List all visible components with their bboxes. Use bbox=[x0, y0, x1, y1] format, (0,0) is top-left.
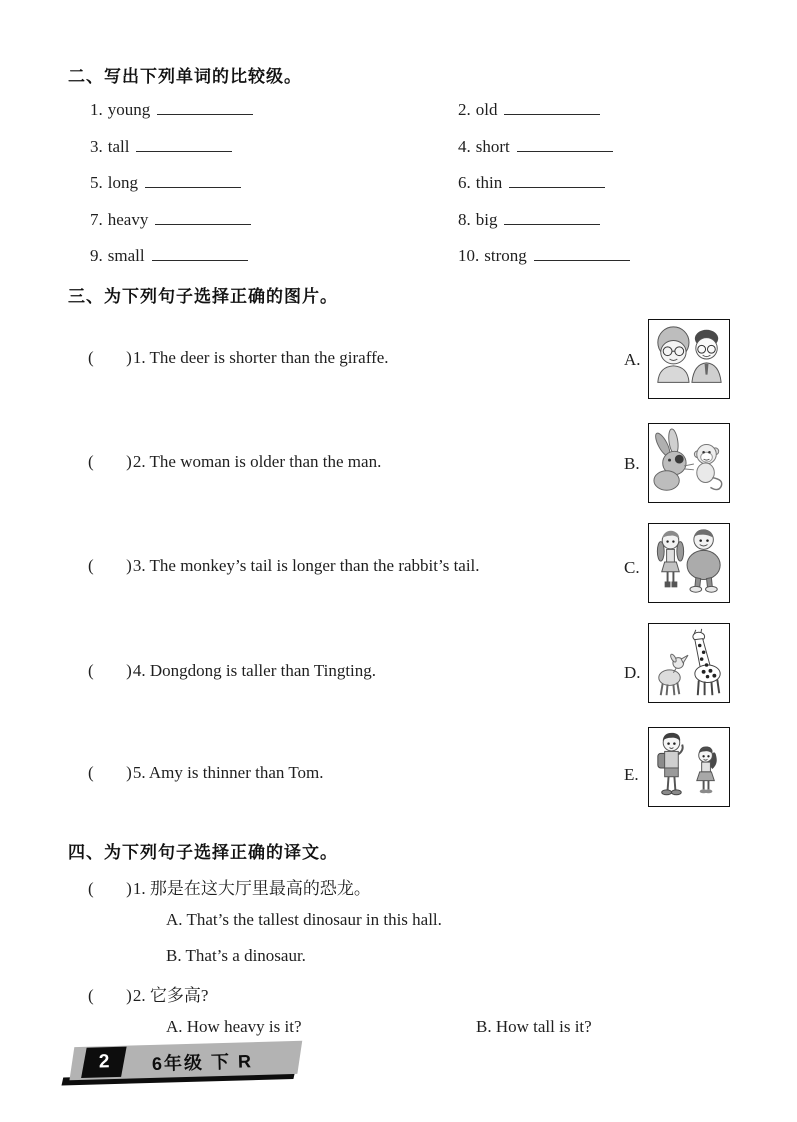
translate-q2-option-b: B. How tall is it? bbox=[476, 1017, 592, 1036]
tall-boy-and-short-girl-icon bbox=[650, 730, 728, 804]
word-label: small bbox=[107, 246, 145, 265]
answer-paren: ( ) bbox=[88, 452, 133, 471]
match-question-5 bbox=[88, 763, 324, 783]
answer-paren: ( ) bbox=[88, 348, 133, 367]
answer-blank bbox=[504, 100, 600, 115]
picture-option-e bbox=[648, 727, 730, 807]
word-number: 1. bbox=[90, 100, 103, 119]
option-label-d: D. bbox=[624, 663, 641, 682]
question-text: 5. Amy is thinner than Tom. bbox=[132, 763, 324, 782]
answer-blank bbox=[517, 137, 613, 152]
option-label-e: E. bbox=[624, 765, 639, 784]
match-question-4 bbox=[88, 661, 376, 681]
word-number: 10. bbox=[458, 246, 480, 265]
answer-blank bbox=[145, 173, 241, 188]
match-question-2 bbox=[88, 452, 381, 472]
answer-blank bbox=[504, 210, 600, 225]
picture-option-d bbox=[648, 623, 730, 703]
section-four-title: 四、为下列句子选择正确的译文。 bbox=[68, 843, 338, 862]
answer-blank bbox=[152, 246, 248, 261]
page-footer bbox=[61, 1039, 312, 1094]
question-text: 4. Dongdong is taller than Tingting. bbox=[132, 661, 377, 680]
word-label: heavy bbox=[107, 210, 149, 229]
answer-paren: ( ) bbox=[88, 661, 133, 680]
word-item-10 bbox=[458, 246, 630, 266]
question-text: 1. 那是在这大厅里最高的恐龙。 bbox=[132, 879, 371, 898]
word-label: old bbox=[475, 100, 498, 119]
picture-option-b bbox=[648, 423, 730, 503]
word-item-4 bbox=[458, 137, 613, 157]
word-item-1 bbox=[90, 100, 253, 120]
word-item-3 bbox=[90, 137, 232, 157]
option-label-a: A. bbox=[624, 350, 641, 369]
translate-question-1 bbox=[88, 874, 371, 899]
answer-paren: ( ) bbox=[88, 986, 133, 1005]
answer-blank bbox=[155, 210, 251, 225]
section-three-title: 三、为下列句子选择正确的图片。 bbox=[68, 287, 338, 306]
question-text: 3. The monkey’s tail is longer than the rabbit’s tail. bbox=[132, 556, 480, 575]
question-text: 2. The woman is older than the man. bbox=[132, 452, 382, 471]
match-question-3 bbox=[88, 556, 480, 576]
answer-blank bbox=[157, 100, 253, 115]
word-item-6 bbox=[458, 173, 605, 193]
word-label: big bbox=[475, 210, 498, 229]
picture-option-a bbox=[648, 319, 730, 399]
word-number: 7. bbox=[90, 210, 103, 229]
word-label: young bbox=[107, 100, 151, 119]
rabbit-and-monkey-icon bbox=[650, 426, 728, 500]
option-label-c: C. bbox=[624, 558, 640, 577]
thin-girl-and-fat-boy-icon bbox=[650, 526, 728, 600]
word-item-7 bbox=[90, 210, 251, 230]
word-label: thin bbox=[475, 173, 503, 192]
word-label: tall bbox=[107, 137, 130, 156]
section-two-title: 二、写出下列单词的比较级。 bbox=[68, 67, 302, 86]
word-number: 3. bbox=[90, 137, 103, 156]
word-label: short bbox=[475, 137, 510, 156]
answer-paren: ( ) bbox=[88, 556, 133, 575]
word-label: strong bbox=[484, 246, 527, 265]
picture-option-c bbox=[648, 523, 730, 603]
translate-q1-option-b: B. That’s a dinosaur. bbox=[166, 946, 306, 965]
word-label: long bbox=[107, 173, 138, 192]
page-number: 2 bbox=[98, 1051, 110, 1073]
answer-paren: ( ) bbox=[88, 763, 133, 782]
answer-paren: ( ) bbox=[88, 879, 133, 898]
question-text: 2. 它多高? bbox=[132, 986, 209, 1005]
word-number: 8. bbox=[458, 210, 471, 229]
answer-blank bbox=[136, 137, 232, 152]
word-number: 9. bbox=[90, 246, 103, 265]
match-question-1 bbox=[88, 348, 389, 368]
word-number: 4. bbox=[458, 137, 471, 156]
word-number: 5. bbox=[90, 173, 103, 192]
answer-blank bbox=[534, 246, 630, 261]
word-item-2 bbox=[458, 100, 600, 120]
edition-label: 6年级 下 R bbox=[151, 1051, 254, 1074]
deer-and-giraffe-icon bbox=[650, 624, 728, 702]
option-label-b: B. bbox=[624, 454, 640, 473]
word-number: 2. bbox=[458, 100, 471, 119]
answer-blank bbox=[509, 173, 605, 188]
old-woman-and-young-man-icon bbox=[650, 322, 728, 396]
translate-q1-option-a: A. That’s the tallest dinosaur in this hall. bbox=[166, 910, 442, 929]
word-item-8 bbox=[458, 210, 600, 230]
page-number-block bbox=[81, 1047, 127, 1078]
word-item-9 bbox=[90, 246, 248, 266]
translate-q2-option-a: A. How heavy is it? bbox=[166, 1017, 302, 1036]
word-item-5 bbox=[90, 173, 241, 193]
translate-question-2 bbox=[88, 981, 208, 1006]
word-number: 6. bbox=[458, 173, 471, 192]
question-text: 1. The deer is shorter than the giraffe. bbox=[132, 348, 389, 367]
